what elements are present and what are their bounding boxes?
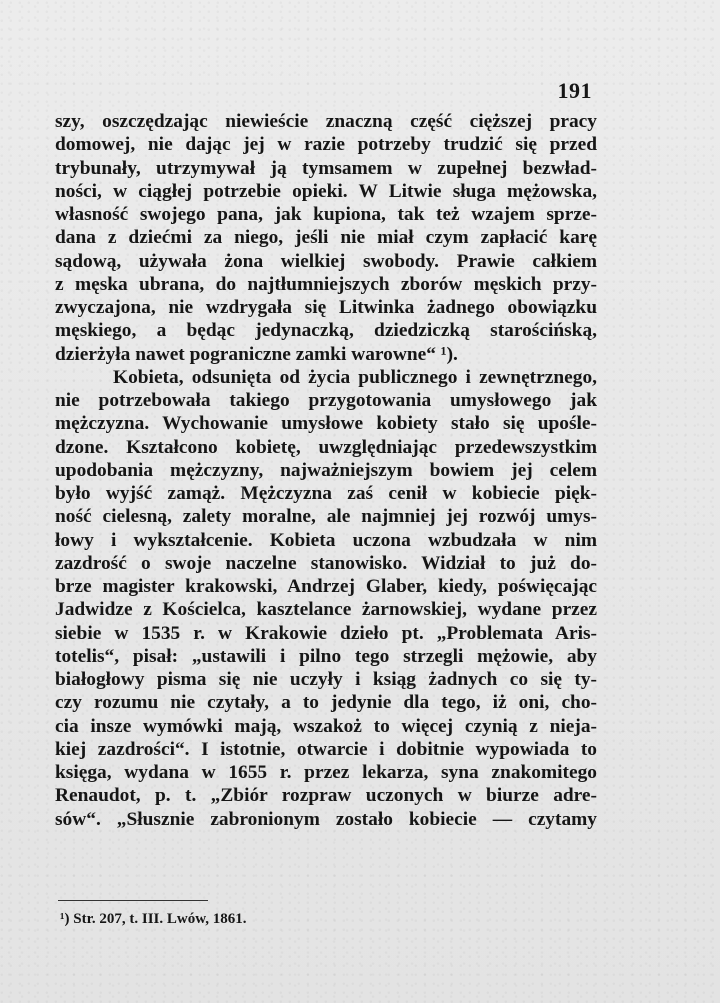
text-line: brze magister krakowski, Andrzej Glaber, kiedy, poświęcając bbox=[55, 576, 597, 597]
text-line: czy rozumu nie czytały, a to jedynie dla tego, iż oni, cho- bbox=[55, 692, 597, 714]
text-line: łowy i wykształcenie. Kobieta uczona wzbudzała w nim bbox=[55, 529, 597, 551]
text-line: księga, wydana w 1655 r. przez lekarza, syna znakomitego bbox=[55, 762, 597, 783]
text-line: nie potrzebowała takiego przygotowania umysłowego jak bbox=[55, 390, 597, 411]
text-line: dzone. Kształcono kobietę, uwzględniając przedewszystkim bbox=[55, 436, 597, 458]
text-line: Jadwidze z Kościelca, kasztelance żarnowskiej, wydane przez bbox=[55, 599, 597, 621]
text-line: zwyczajona, nie wzdrygała się Litwinka żadnego obowiązku bbox=[55, 297, 597, 318]
text-line: męskiego, a będąc jedynaczką, dziedziczką starościńską, bbox=[55, 320, 597, 342]
text-line: siebie w 1535 r. w Krakowie dzieło pt. „Problemata Aris- bbox=[55, 622, 597, 644]
body-text bbox=[55, 110, 597, 831]
text-line: cia insze wymówki mają, wszakoż to więcej czynią z nieja- bbox=[55, 715, 597, 737]
text-line: sądową, używała żona wielkiej swobody. Prawie całkiem bbox=[55, 250, 597, 272]
text-line: Renaudot, p. t. „Zbiór rozpraw uczonych w biurze adre- bbox=[55, 785, 597, 807]
text-line: sów“. „Słusznie zabronionym zostało kobiecie — czytamy bbox=[55, 808, 597, 830]
text-line: własność swojego pana, jak kupiona, tak też wzajem sprze- bbox=[55, 204, 597, 225]
text-line: z męska ubrana, do najtłumniejszych zborów męskich przy- bbox=[55, 273, 597, 295]
text-line: dana z dziećmi za niego, jeśli nie miał czym zapłacić karę bbox=[55, 227, 597, 249]
text-line: ności, w ciągłej potrzebie opieki. W Litwie sługa mężowska, bbox=[55, 180, 597, 202]
text-line: Kobieta, odsunięta od życia publicznego i zewnętrznego, bbox=[113, 366, 597, 388]
text-line: domowej, nie dając jej w razie potrzeby trudzić się przed bbox=[55, 134, 597, 156]
text-line: szy, oszczędzając niewieście znaczną część cięższej pracy bbox=[55, 111, 597, 132]
text-line: kiej zazdrości“. I istotnie, otwarcie i dobitnie wypowiada to bbox=[55, 738, 597, 760]
text-line: ność cielesną, zalety moralne, ale najmniej jej rozwój umys- bbox=[55, 506, 597, 528]
text-line: było wyjść zamąż. Mężczyzna zaś cenił w kobiecie pięk- bbox=[55, 483, 597, 504]
text-line: mężczyzna. Wychowanie umysłowe kobiety stało się upośle- bbox=[55, 413, 597, 435]
text-line: upodobania mężczyzny, najważniejszym bowiem jej celem bbox=[55, 459, 597, 481]
text-line: totelis“, pisał: „ustawili i pilno tego strzegli mężowie, aby bbox=[55, 645, 597, 667]
footnote: ¹) Str. 207, t. III. Lwów, 1861. bbox=[60, 911, 247, 927]
page-number: 191 bbox=[557, 78, 592, 103]
text-line: dzierżyła nawet pograniczne zamki warowne“ ¹). bbox=[55, 343, 458, 365]
text-line: trybunały, utrzymywał ją tymsamem w zupełnej bezwład- bbox=[55, 157, 597, 179]
footnote-rule bbox=[58, 900, 208, 901]
text-line: zazdrość o swoje naczelne stanowisko. Widział to już do- bbox=[55, 552, 597, 574]
text-line: białogłowy pisma się nie uczyły i ksiąg żadnych co się ty- bbox=[55, 669, 597, 690]
